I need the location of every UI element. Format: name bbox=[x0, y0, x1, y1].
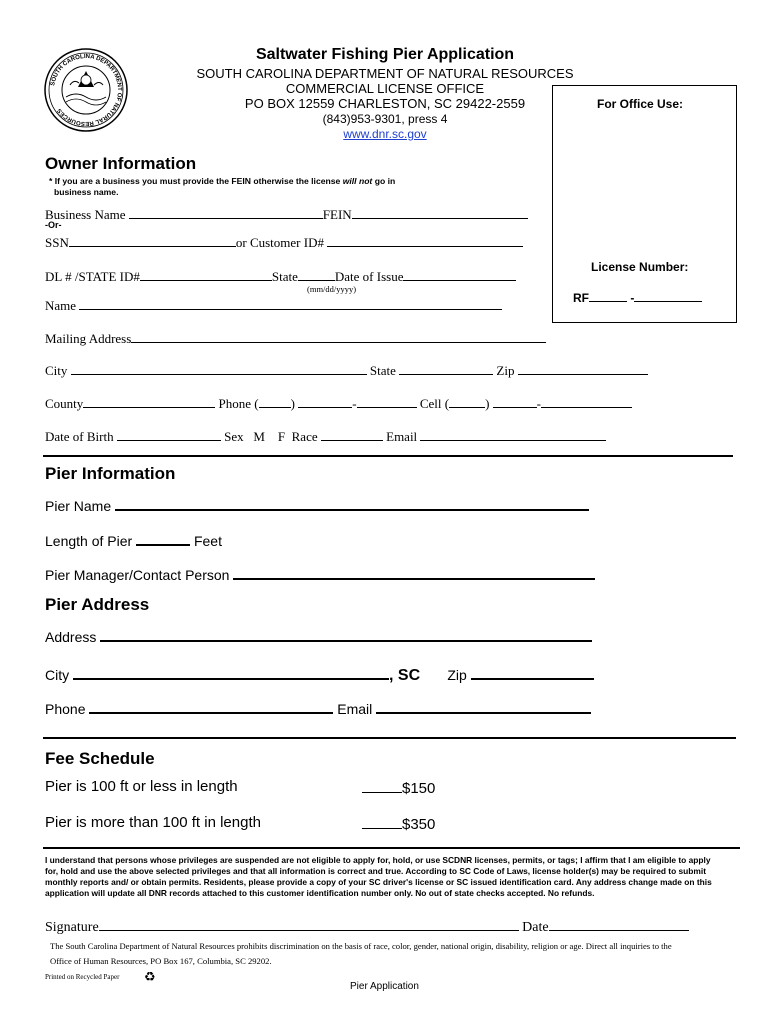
svg-text:SOUTH CAROLINA DEPARTMENT OF N: SOUTH CAROLINA DEPARTMENT OF NATURAL RESOURCES bbox=[50, 53, 123, 127]
sc-label: , SC bbox=[389, 667, 421, 684]
section-divider bbox=[43, 455, 733, 457]
fee-row-more-than-100ft: Pier is more than 100 ft in length bbox=[45, 814, 261, 831]
business-name-label: Business Name bbox=[45, 207, 126, 222]
mailing-address-field[interactable] bbox=[45, 329, 546, 347]
pier-phone-label: Phone bbox=[45, 701, 86, 717]
fee-150-price: $150 bbox=[402, 780, 436, 797]
sex-f-option[interactable]: F bbox=[277, 429, 286, 444]
fee-row-100ft-or-less: Pier is 100 ft or less in length bbox=[45, 778, 238, 795]
state-label: State bbox=[369, 363, 396, 378]
rf-dash: - bbox=[630, 291, 635, 305]
pier-manager-field[interactable] bbox=[45, 564, 595, 583]
pier-manager-label: Pier Manager/Contact Person bbox=[45, 567, 230, 583]
mailing-address-label: Mailing Address bbox=[45, 331, 132, 346]
pier-length-label: Length of Pier bbox=[45, 533, 133, 549]
or-label: -Or- bbox=[45, 220, 62, 230]
name-field[interactable] bbox=[45, 296, 502, 314]
sex-m-option[interactable]: M bbox=[253, 429, 265, 444]
pier-address-heading: Pier Address bbox=[45, 595, 150, 614]
cell-paren: ) bbox=[485, 396, 490, 411]
zip-label: Zip bbox=[496, 363, 515, 378]
dl-label: DL # /STATE ID# bbox=[45, 269, 140, 284]
signature-label: Signature bbox=[45, 920, 99, 935]
pier-name-field[interactable] bbox=[45, 495, 589, 514]
pier-information-heading: Pier Information bbox=[45, 464, 176, 483]
phone-number: (843)953-9301, press 4 bbox=[322, 112, 448, 126]
dl-state-label: State bbox=[271, 269, 298, 284]
form-title: Saltwater Fishing Pier Application bbox=[255, 46, 515, 63]
feet-label: Feet bbox=[193, 533, 222, 549]
city-label: City bbox=[45, 363, 68, 378]
dob-label: Date of Birth bbox=[45, 429, 114, 444]
office-use-box bbox=[552, 85, 737, 323]
phone-dash: - bbox=[352, 396, 357, 411]
section-divider-3 bbox=[43, 847, 740, 849]
city-state-zip-field[interactable] bbox=[45, 361, 648, 379]
pier-length-field[interactable] bbox=[45, 530, 222, 549]
name-label: Name bbox=[45, 298, 77, 313]
ssn-field[interactable] bbox=[45, 233, 523, 251]
business-name-field[interactable] bbox=[45, 205, 528, 223]
pier-name-label: Pier Name bbox=[45, 498, 112, 514]
rf-label: RF bbox=[573, 291, 589, 305]
fee-350-price: $350 bbox=[402, 816, 436, 833]
for-office-use-label: For Office Use: bbox=[597, 97, 684, 111]
fein-label: FEIN bbox=[322, 207, 352, 222]
cell-dash: - bbox=[536, 396, 542, 411]
license-number-label: License Number: bbox=[591, 260, 689, 274]
pier-street-address-field[interactable] bbox=[45, 626, 592, 645]
pier-zip-label: Zip bbox=[447, 667, 467, 683]
section-divider-2 bbox=[43, 737, 736, 739]
fein-note: * If you are a business you must provide the FEIN otherwise the license will not go in business name. bbox=[49, 176, 396, 197]
form-name-footer: Pier Application bbox=[350, 981, 419, 992]
ssn-label: SSN bbox=[45, 235, 69, 250]
cell-label: Cell ( bbox=[419, 396, 450, 411]
date-label: Date bbox=[522, 920, 549, 935]
date-of-issue-label: Date of Issue bbox=[334, 269, 404, 284]
signature-date-field[interactable] bbox=[45, 916, 689, 936]
phone-paren: ) bbox=[290, 396, 295, 411]
date-format-hint: (mm/dd/yyyy) bbox=[307, 284, 357, 294]
dob-sex-race-email-field[interactable] bbox=[45, 427, 606, 445]
pier-address-label: Address bbox=[45, 629, 97, 645]
department-name: SOUTH CAROLINA DEPARTMENT OF NATURAL RESOURCES bbox=[196, 66, 574, 81]
pier-email-label: Email bbox=[337, 701, 373, 717]
website-link[interactable]: www.dnr.sc.gov bbox=[343, 127, 427, 141]
fee-checkbox-150[interactable] bbox=[362, 778, 435, 797]
fee-checkbox-350[interactable] bbox=[362, 814, 435, 833]
email-label: Email bbox=[386, 429, 418, 444]
owner-information-heading: Owner Information bbox=[45, 154, 197, 173]
race-label: Race bbox=[291, 429, 318, 444]
pier-city-label: City bbox=[45, 667, 70, 683]
fee-schedule-heading: Fee Schedule bbox=[45, 749, 155, 768]
pier-city-zip-field[interactable] bbox=[45, 664, 594, 685]
rf-license-field[interactable] bbox=[573, 288, 702, 305]
office-name: COMMERCIAL LICENSE OFFICE bbox=[285, 81, 485, 96]
sex-label: Sex bbox=[224, 429, 244, 444]
legal-statement: I understand that persons whose privileges are suspended are not eligible to apply for, hold, or use SCDNR licenses, permits, or tags; I affirm that I am eligible to apply for, hold and use the above selected privileges and that all information is correct and true. According to SC Code of Laws, license holder(s) may be required to submit monthly reports and/ or obtain permits. Residents, please provide a copy of your SC driver's license or SC issued identification card. Any address change made on this application will update all DNR records attached to this customer identification number only. No out of state checks accepted. No refunds. bbox=[45, 855, 712, 898]
county-label: County bbox=[45, 396, 84, 411]
customer-id-label: or Customer ID# bbox=[235, 235, 324, 250]
nondiscrimination-notice: The South Carolina Department of Natural Resources prohibits discrimination on the basis of race, color, gender, national origin, disability, religion or age. Direct all inquiries to the Office of Human Resources, PO Box 167, Columbia, SC 29202. bbox=[50, 941, 672, 966]
county-phone-cell-field[interactable] bbox=[45, 394, 632, 412]
pier-phone-email-field[interactable] bbox=[45, 698, 591, 717]
phone-label: Phone ( bbox=[218, 396, 259, 411]
recycled-paper-note: Printed on Recycled Paper bbox=[45, 973, 120, 981]
dl-state-id-field[interactable] bbox=[45, 267, 516, 285]
recycle-icon: ♻ bbox=[144, 970, 156, 985]
mailing-address: PO BOX 12559 CHARLESTON, SC 29422-2559 bbox=[244, 96, 526, 111]
